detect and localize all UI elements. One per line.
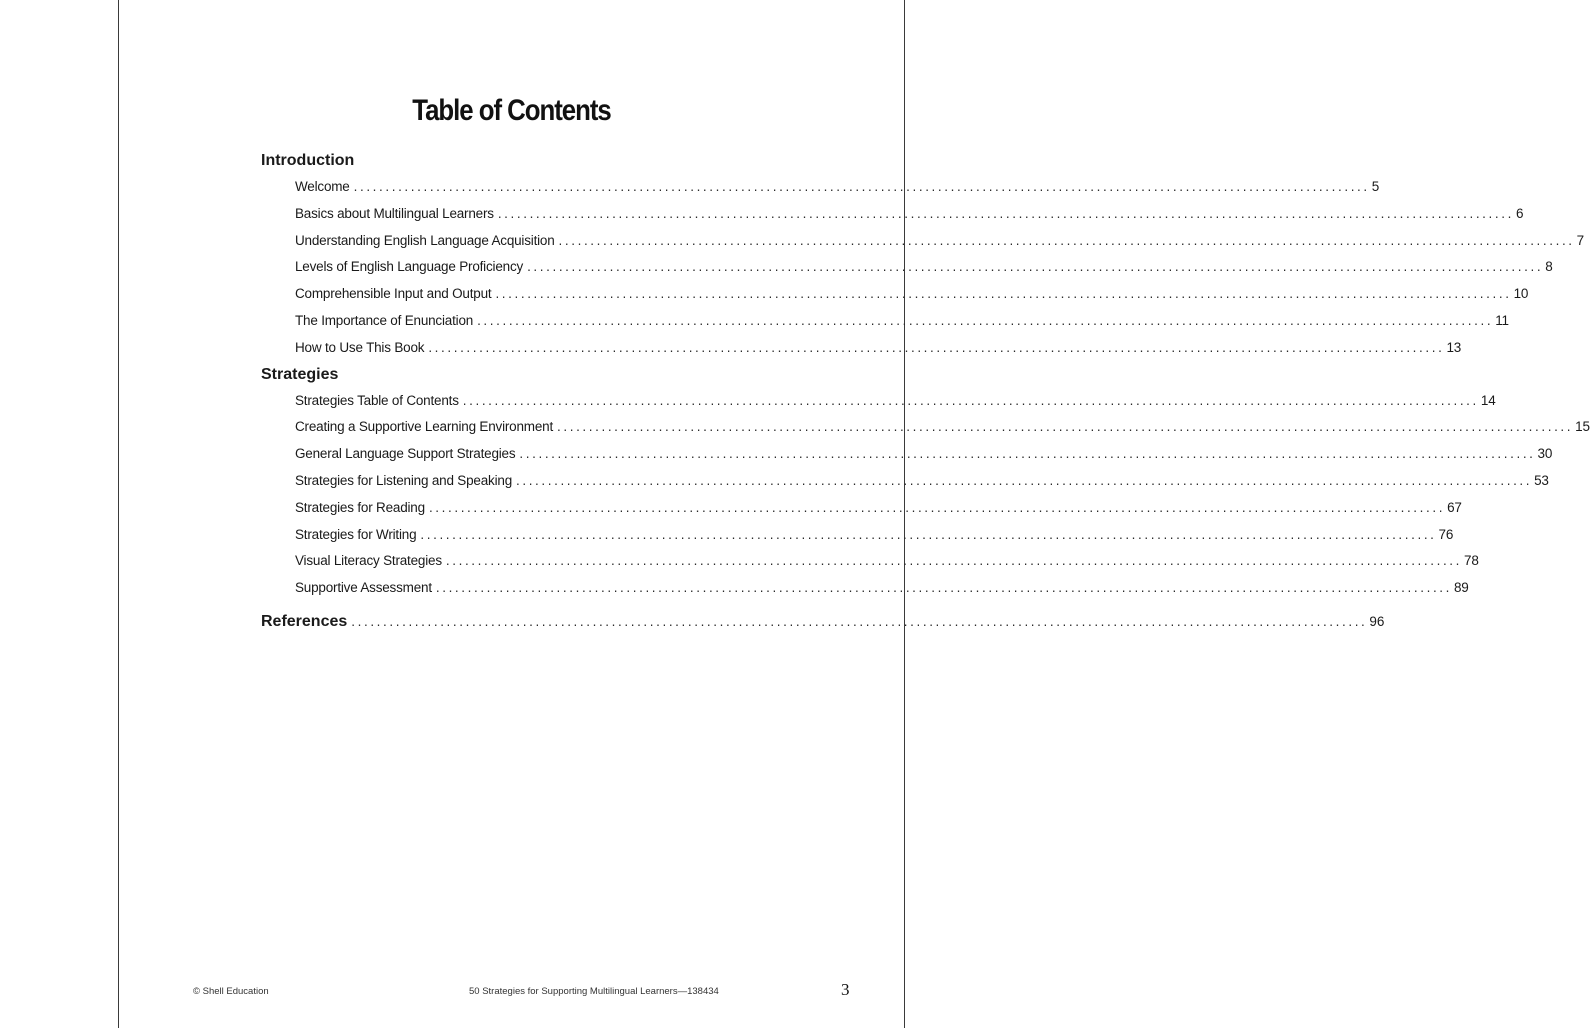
toc-entry[interactable]: [261, 548, 1479, 575]
toc-entry[interactable]: [261, 388, 1496, 415]
toc-entry-page: 5: [1371, 179, 1380, 194]
dot-leader: ................................................................................................................................................................: [557, 419, 1574, 435]
toc-entry-label: Welcome: [295, 179, 350, 194]
toc-entry[interactable]: [261, 414, 1590, 441]
toc-entry-label: Basics about Multilingual Learners: [295, 205, 494, 221]
toc-entry-page: 30: [1537, 446, 1553, 462]
toc-entry-label: References: [261, 612, 348, 630]
footer-page-number: 3: [841, 980, 850, 999]
toc-section-introduction: [261, 148, 1584, 362]
dot-leader: ................................................................................................................................................................: [477, 312, 1494, 328]
dot-leader: ................................................................................................................................................................: [420, 526, 1437, 542]
toc-entry-label: General Language Support Strategies: [295, 446, 516, 462]
toc-entry[interactable]: [261, 308, 1509, 335]
dot-leader: ................................................................................................................................................................: [516, 472, 1533, 488]
dot-leader: ................................................................................................................................................................: [351, 613, 1368, 629]
table-of-contents: [261, 148, 1590, 638]
toc-entry[interactable]: [261, 174, 1380, 201]
dot-leader: ................................................................................................................................................................: [527, 259, 1544, 275]
dot-leader: ................................................................................................................................................................: [497, 205, 1514, 221]
toc-entry-page: 53: [1534, 472, 1549, 488]
toc-entry-label: Strategies for Writing: [295, 526, 417, 542]
toc-entry-page: 96: [1369, 613, 1385, 629]
toc-entry-page: 11: [1495, 312, 1509, 328]
dot-leader: ................................................................................................................................................................: [435, 580, 1452, 596]
toc-entry-label: The Importance of Enunciation: [295, 312, 474, 328]
toc-entry-label: Strategies for Reading: [295, 499, 425, 515]
toc-entry-label: Creating a Supportive Learning Environment: [295, 419, 554, 435]
dot-leader: ................................................................................................................................................................: [428, 339, 1445, 355]
toc-entry[interactable]: [261, 495, 1462, 522]
toc-entry[interactable]: [261, 522, 1454, 549]
dot-leader: ................................................................................................................................................................: [519, 446, 1536, 462]
toc-entry-page: 89: [1454, 580, 1469, 596]
toc-entry-page: 10: [1513, 286, 1529, 302]
toc-entry-references[interactable]: [261, 606, 1385, 638]
toc-entry[interactable]: [261, 468, 1549, 495]
toc-entry[interactable]: [261, 281, 1529, 308]
toc-section-strategies: [261, 362, 1590, 602]
toc-entry[interactable]: [261, 201, 1524, 228]
footer-publisher: © Shell Education: [193, 986, 269, 997]
toc-entry[interactable]: [261, 575, 1469, 602]
toc-entry-label: Levels of English Language Proficiency: [295, 259, 524, 275]
footer-book-title: 50 Strategies for Supporting Multilingual Learners—138434: [469, 986, 719, 997]
toc-entry-page: 15: [1575, 419, 1590, 435]
toc-entry-label: Comprehensible Input and Output: [295, 286, 492, 302]
toc-entry-page: 76: [1438, 526, 1454, 542]
toc-entry-page: 67: [1447, 499, 1462, 515]
toc-entry[interactable]: [261, 228, 1584, 255]
toc-entry-page: 78: [1464, 553, 1479, 569]
toc-entry[interactable]: [261, 441, 1553, 468]
toc-entry-label: Visual Literacy Strategies: [295, 553, 442, 569]
dot-leader: ................................................................................................................................................................: [353, 179, 1370, 194]
dot-leader: ................................................................................................................................................................: [462, 392, 1479, 408]
toc-entry-label: Understanding English Language Acquisition: [295, 232, 555, 248]
toc-entry-label: Strategies for Listening and Speaking: [295, 472, 512, 488]
toc-entry[interactable]: [261, 335, 1462, 362]
dot-leader: ................................................................................................................................................................: [445, 553, 1463, 569]
toc-entry[interactable]: [261, 254, 1553, 281]
toc-entry-page: 7: [1576, 232, 1584, 248]
toc-entry-label: How to Use This Book: [295, 339, 425, 355]
dot-leader: ................................................................................................................................................................: [495, 286, 1512, 302]
section-heading: Strategies: [261, 365, 339, 383]
page-title: Table of Contents: [412, 94, 611, 127]
toc-entry-page: 6: [1515, 205, 1524, 221]
document-page: [118, 0, 1590, 1028]
toc-entry-label: Supportive Assessment: [295, 580, 432, 596]
dot-leader: ................................................................................................................................................................: [558, 232, 1575, 248]
toc-entry-page: 8: [1545, 259, 1553, 275]
section-heading: Introduction: [261, 152, 355, 169]
toc-entry-page: 14: [1480, 392, 1496, 408]
toc-entry-page: 13: [1446, 339, 1462, 355]
dot-leader: ................................................................................................................................................................: [428, 499, 1446, 515]
toc-entry-label: Strategies Table of Contents: [295, 392, 459, 408]
